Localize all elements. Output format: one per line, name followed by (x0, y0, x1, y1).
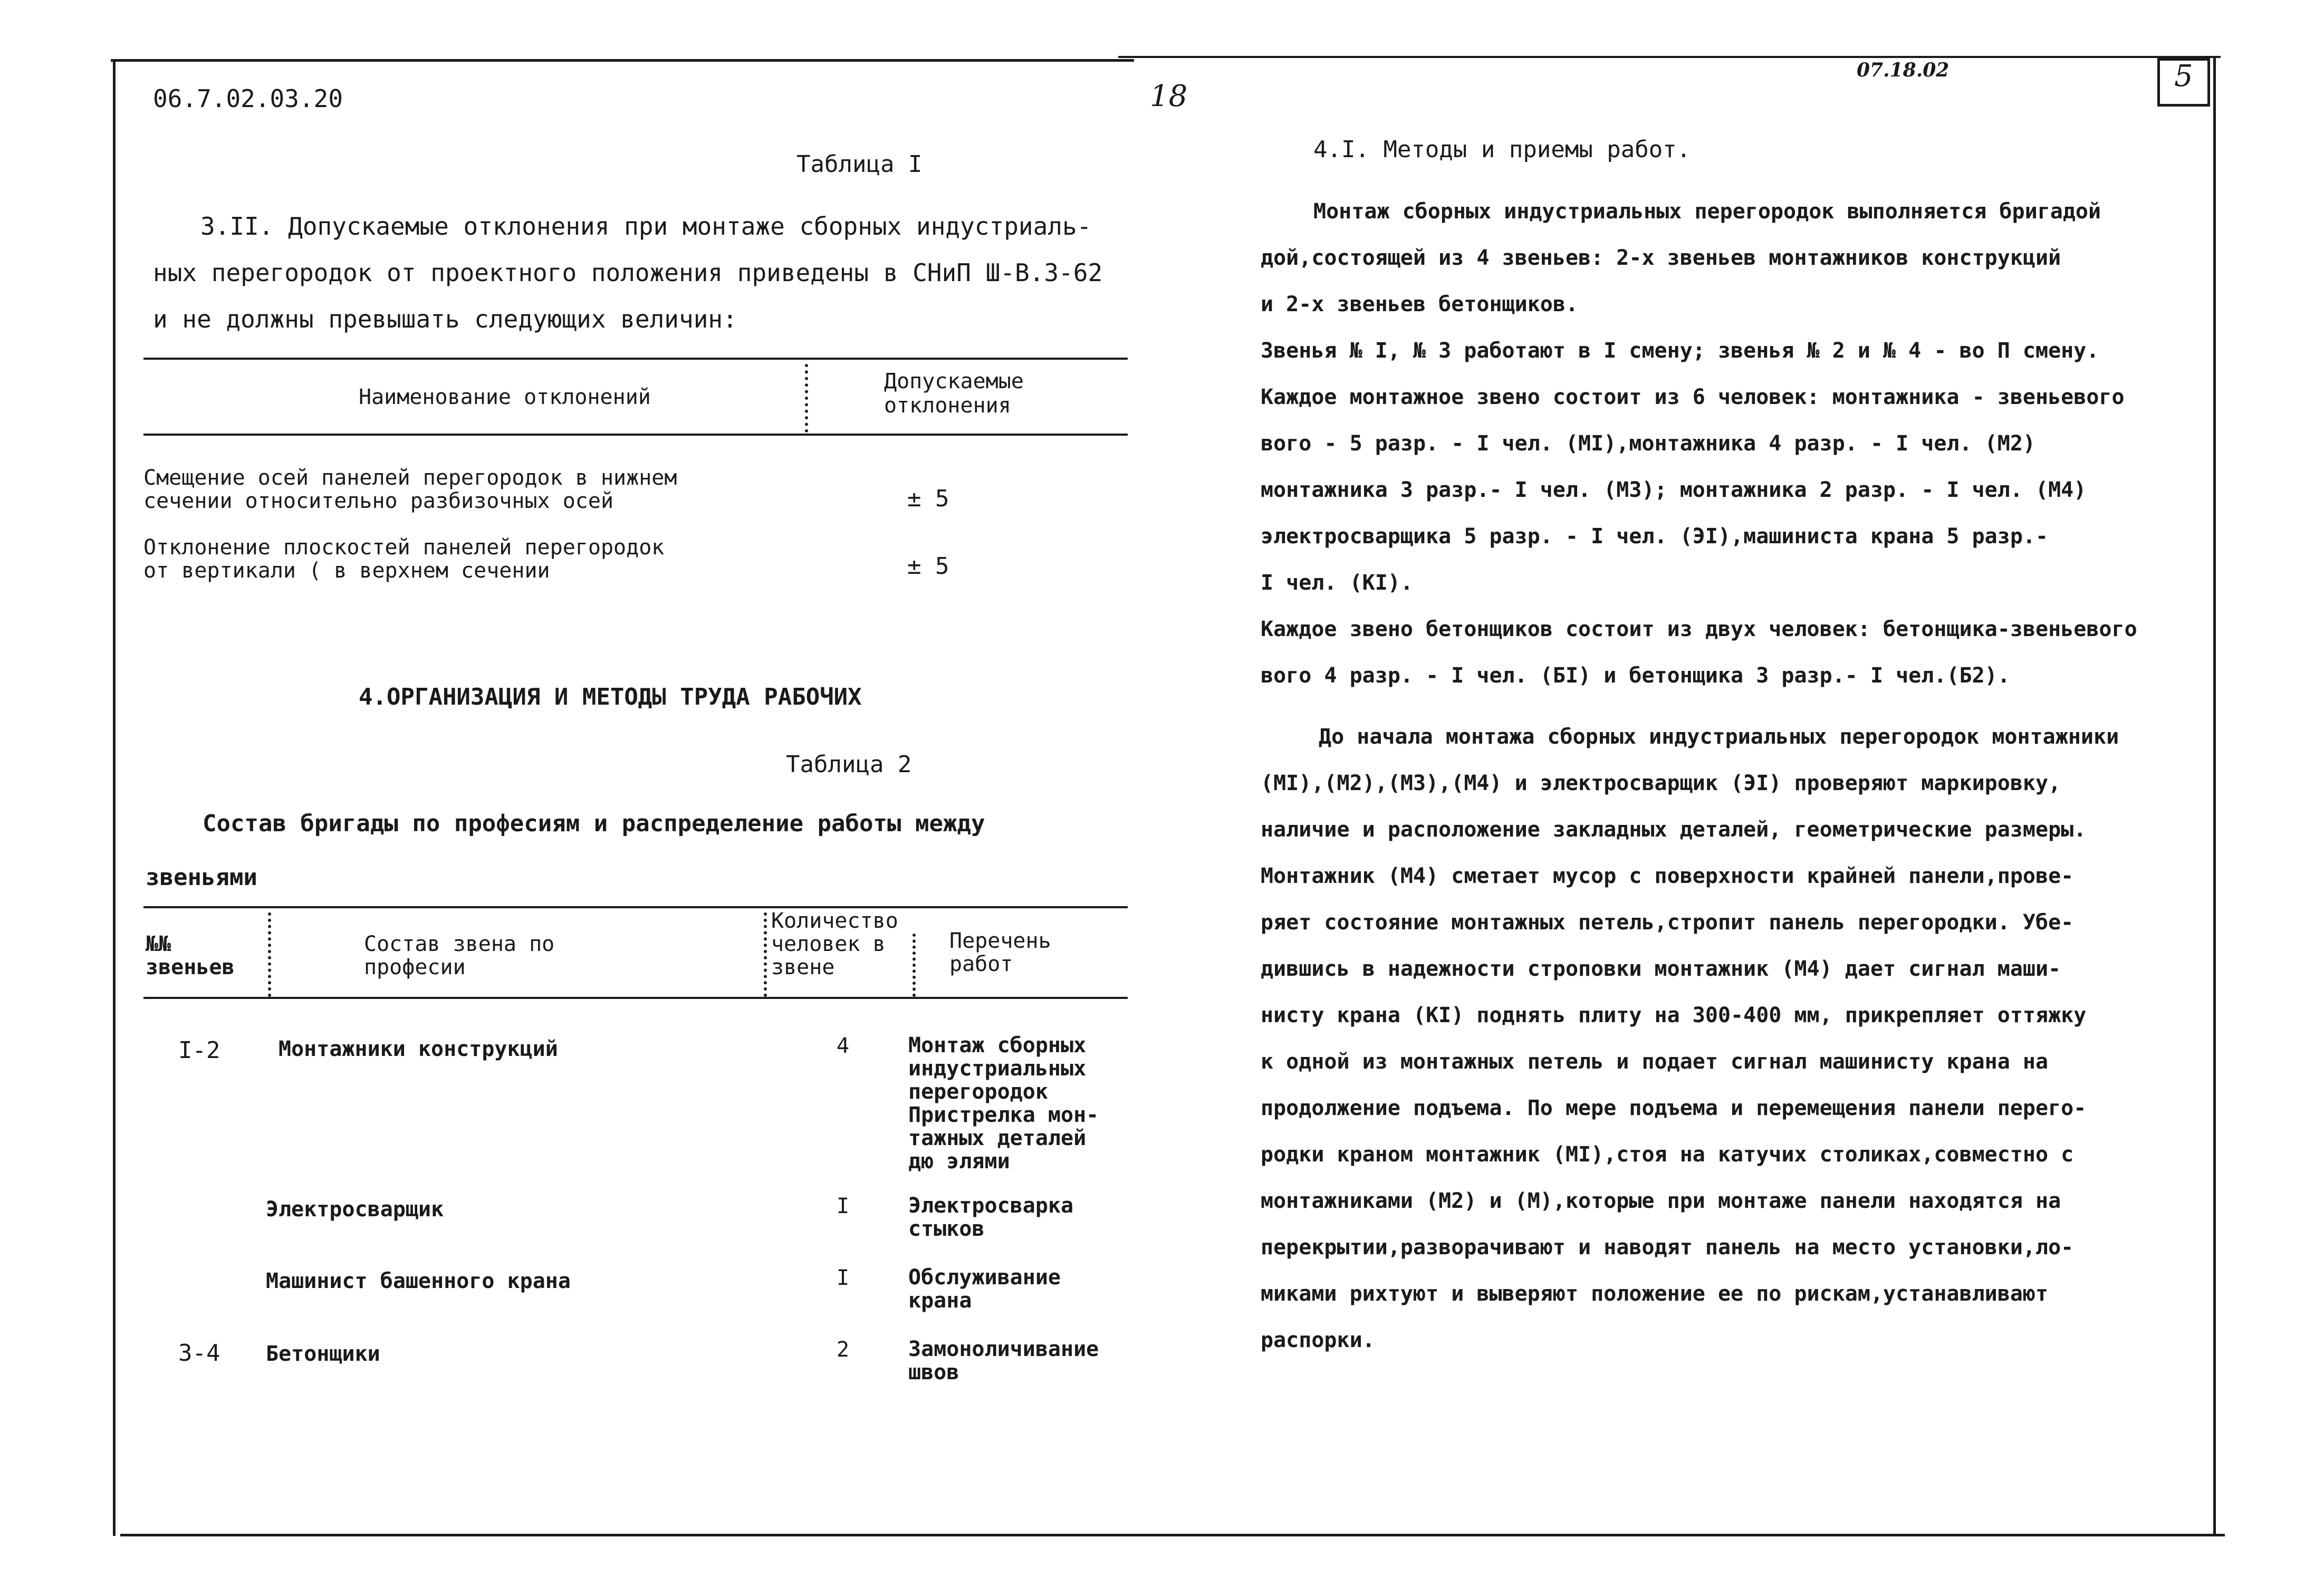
table2-row1-work: Монтаж сборных индустриальных перегородок Пристрелка мон- тажных деталей дю элями (908, 1033, 1099, 1174)
table2-row4-count: 2 (837, 1338, 850, 1362)
table1-col2-header-line2: отклонения (884, 393, 1011, 418)
table1-title: Таблица I (796, 151, 923, 178)
heading-4-1: 4.I. Методы и приемы работ. (1313, 136, 1691, 163)
table2-header-col3: Количество человек в звене (771, 909, 898, 979)
table2-header-col1: №№ звеньев (146, 932, 235, 979)
table2-header-col4: Перечень работ (949, 929, 1051, 976)
body-line: дившись в надежности строповки монтажник (М4) дает сигнал маши- (1261, 957, 2061, 981)
table1-row2-value: ± 5 (907, 553, 949, 580)
table1-col1-header: Наименование отклонений (359, 385, 651, 409)
body-line: I чел. (КI). (1261, 571, 1413, 595)
body-line: дой,состоящей из 4 звеньев: 2-х звеньев монтажников конструкций (1261, 246, 2061, 270)
frame-top-left (111, 59, 1134, 62)
body-line: продолжение подъема. По мере подъема и перемещения панели перего- (1261, 1096, 2087, 1120)
body-line: нисту крана (КI) поднять плиту на 300-400 мм, прикрепляет оттяжку (1261, 1003, 2087, 1027)
body-line: электросварщика 5 разр. - I чел. (ЭI),машиниста крана 5 разр.- (1261, 524, 2049, 549)
frame-bottom (120, 1534, 2225, 1536)
table2-row4-profession: Бетонщики (266, 1342, 380, 1366)
body-line: До начала монтажа сборных индустриальных перегородок монтажники (1319, 725, 2119, 749)
table1-row1-label: Смещение осей панелей перегородок в нижнем сечении относительно разбизочных осей (143, 466, 677, 513)
body-line: ряет состояние монтажных петель,стропит панель перегородки. Убе- (1261, 910, 2074, 935)
table1-col2-header-line1: Допускаемые (884, 369, 1024, 393)
body-line: родки краном монтажник (МI),стоя на катучих столиках,совместно с (1261, 1142, 2074, 1167)
table2-row1-profession: Монтажники конструкций (279, 1037, 558, 1061)
stamp-date: 07.18.02 (1857, 59, 1950, 81)
frame-right (2213, 56, 2216, 1536)
body-line: и 2-х звеньев бетонщиков. (1261, 292, 1579, 316)
frame-top-right (1118, 56, 2221, 58)
table2-row1-count: 4 (837, 1034, 850, 1058)
body-line: Каждое монтажное звено состоит из 6 человек: монтажника - звеньевого (1261, 385, 2125, 409)
body-line: миками рихтуют и выверяют положение ее по рискам,устанавливают (1261, 1282, 2049, 1306)
sheet-number: 5 (2174, 59, 2193, 93)
table2-header-col2: Состав звена по професии (364, 932, 555, 979)
body-line: монтажника 3 разр.- I чел. (М3); монтажника 2 разр. - I чел. (М4) (1261, 478, 2087, 502)
table2-row4-work: Замоноличивание швов (908, 1337, 1099, 1385)
para-3-11-line2: ных перегородок от проектного положения приведены в СНиП Ш-В.3-62 (153, 258, 1103, 287)
doc-code: 06.7.02.03.20 (153, 84, 343, 113)
table1-header-rule (143, 434, 1128, 436)
table2-row3-work: Обслуживание крана (908, 1265, 1061, 1313)
table2-caption-line2: звеньями (146, 864, 257, 891)
body-line: (МI),(М2),(М3),(М4) и электросварщик (ЭI) проверяют маркировку, (1261, 771, 2061, 795)
table2-row4-num: 3-4 (178, 1340, 220, 1367)
table2-divider-3 (913, 934, 916, 997)
table2-title: Таблица 2 (786, 751, 912, 778)
body-line: Звенья № I, № 3 работают в I смену; звенья № 2 и № 4 - во П смену. (1261, 339, 2099, 363)
table1-row2-label: Отклонение плоскостей панелей перегородок от вертикали ( в верхнем сечении (143, 535, 665, 583)
body-line: Монтаж сборных индустриальных перегородок выполняется бригадой (1313, 199, 2101, 224)
body-line: перекрытии,разворачивают и наводят панель на место установки,ло- (1261, 1235, 2074, 1260)
section4-title: 4.ОРГАНИЗАЦИЯ И МЕТОДЫ ТРУДА РАБОЧИХ (359, 684, 862, 710)
body-line: Каждое звено бетонщиков состоит из двух человек: бетонщика-звеньевого (1261, 617, 2137, 641)
table2-row1-num: I-2 (178, 1037, 220, 1064)
body-line: вого 4 разр. - I чел. (БI) и бетонщика 3 разр.- I чел.(Б2). (1261, 664, 2010, 688)
table2-row3-count: I (837, 1266, 850, 1290)
body-line: монтажниками (М2) и (М),которые при монтаже панели находятся на (1261, 1189, 2061, 1213)
body-line: Монтажник (М4) сметает мусор с поверхности крайней панели,прове- (1261, 864, 2074, 888)
table2-divider-1 (268, 912, 271, 997)
para-3-11-line1: 3.II. Допускаемые отклонения при монтаже сборных индустриаль- (200, 212, 1092, 241)
table2-row2-count: I (837, 1194, 850, 1218)
table2-divider-2 (764, 912, 767, 997)
table2-caption-line1: Состав бригады по професиям и распределение работы между (203, 810, 985, 837)
table2-top-rule (143, 906, 1128, 908)
frame-left (113, 59, 116, 1536)
table1-top-rule (143, 358, 1128, 360)
page-number-handwritten: 18 (1150, 79, 1188, 113)
body-line: к одной из монтажных петель и подает сигнал машинисту крана на (1261, 1050, 2049, 1074)
table2-row2-profession: Электросварщик (266, 1197, 444, 1222)
body-line: наличие и расположение закладных деталей, геометрические размеры. (1261, 818, 2087, 842)
table1-col-divider (805, 364, 808, 432)
body-line: вого - 5 разр. - I чел. (МI),монтажника 4 разр. - I чел. (М2) (1261, 431, 2036, 456)
table2-row3-profession: Машинист башенного крана (266, 1269, 571, 1293)
para-3-11-line3: и не должны превышать следующих величин: (153, 305, 737, 333)
table1-row1-value: ± 5 (907, 485, 949, 512)
body-line: распорки. (1261, 1328, 1375, 1352)
table2-header-rule (143, 997, 1128, 999)
table2-row2-work: Электросварка стыков (908, 1194, 1074, 1241)
